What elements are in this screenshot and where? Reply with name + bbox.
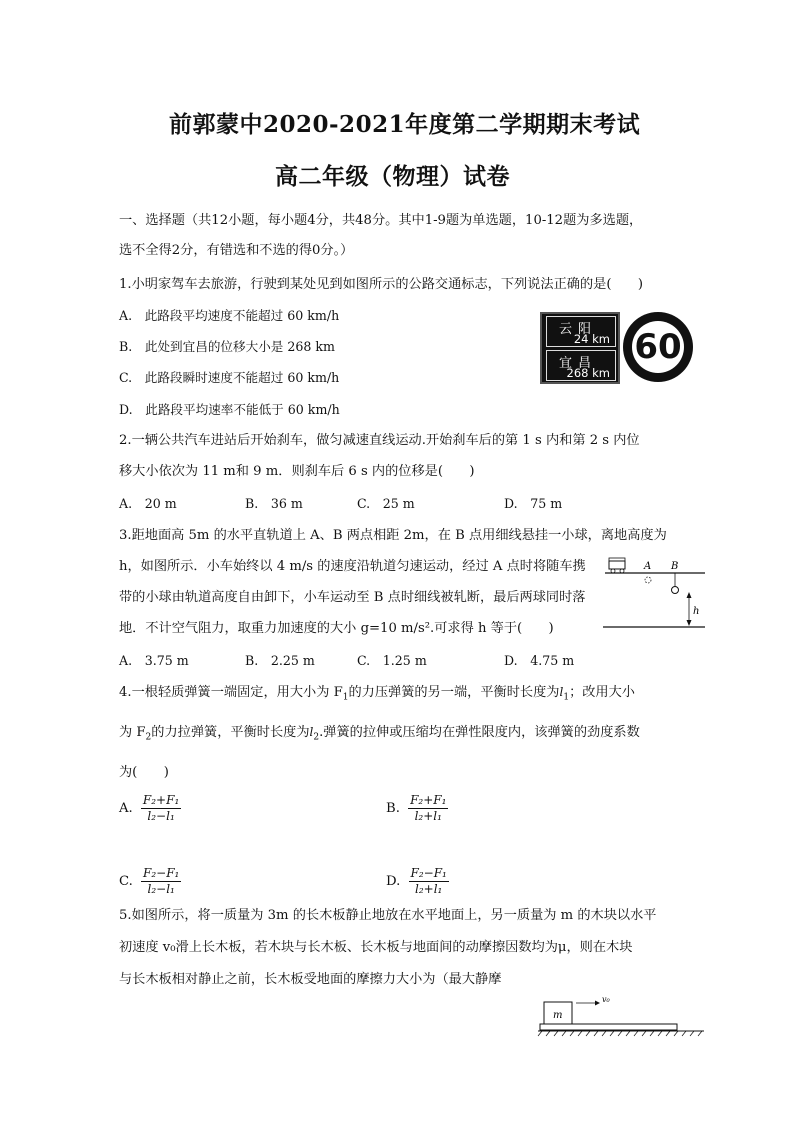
question-1-stem: 1.小明家驾车去旅游，行驶到某处见到如图所示的公路交通标志，下列说法正确的是( ) (119, 277, 643, 292)
q4-opt-d-num: F₂−F₁ (410, 866, 447, 880)
q4-sub-f2: 2 (145, 732, 152, 743)
question-5-stem-3: 与长木板相对静止之前，长木板受地面的摩擦力大小为（最大静摩 (119, 972, 502, 987)
question-1-option-d: D. 此路段平均速率不能低于 60 km/h (119, 402, 340, 417)
question-3-option-d: D. 4.75 m (504, 653, 575, 668)
question-5-stem: 5.如图所示，将一质量为 3m 的长木板静止地放在水平地面上，另一质量为 m 的木块以水平 (119, 908, 657, 923)
height-arrow-top (687, 592, 692, 598)
q4-text-1a: 4.一根轻质弹簧一端固定，用大小为 F (119, 685, 343, 700)
q4-opt-a-label: A. (119, 801, 133, 816)
q4-opt-b-den: l₂+l₁ (414, 809, 442, 823)
question-4-option-a (119, 793, 181, 824)
question-3-stem-2: h，如图所示．小车始终以 4 m/s 的速度沿轨道匀速运动，经过 A 点时将随车携 (119, 559, 586, 574)
block-mass-label: m (553, 1010, 563, 1021)
sign-distance-2: 268 km (566, 366, 610, 380)
q4-opt-d-den: l₂+l₁ (414, 882, 443, 896)
speed-limit-sign (623, 312, 693, 382)
height-arrow-bottom (687, 620, 692, 626)
question-4-option-b (386, 793, 448, 824)
q4-text-1c: ；改用大小 (569, 685, 635, 700)
sign-place-1: 云阳 (559, 322, 598, 337)
q4-opt-b-fraction (408, 793, 448, 824)
q4-text-2b: 的力拉弹簧，平衡时长度为 (151, 725, 310, 740)
question-4-stem-3: 为( ) (119, 765, 169, 780)
q4-opt-d-label: D. (386, 874, 401, 889)
question-2-option-c: C. 25 m (357, 496, 415, 511)
track-figure (600, 552, 710, 634)
section-instructions-cont: 选不全得2分，有错选和不选的得0分。） (119, 243, 354, 258)
q4-l1: l (559, 685, 564, 699)
distance-sign (540, 312, 620, 384)
q4-opt-c-num: F₂−F₁ (143, 866, 180, 880)
question-4-option-d (386, 866, 449, 897)
q4-opt-d-fraction (409, 866, 449, 897)
question-1-option-c: C. 此路段瞬时速度不能超过 60 km/h (119, 370, 340, 385)
label-b: B (671, 561, 679, 572)
long-board (540, 1024, 677, 1030)
question-3-stem: 3.距地面高 5m 的水平直轨道上 A、B 两点相距 2m，在 B 点用细线悬挂一小球，离地高度为 (119, 528, 667, 543)
q4-opt-a-fraction (141, 793, 181, 824)
exam-title: 前郭蒙中2020-2021年度第二学期期末考试 (169, 111, 641, 138)
q4-opt-b-label: B. (386, 801, 400, 816)
q4-sub-l1: 1 (563, 692, 570, 703)
q4-text-2a: 为 F (119, 725, 146, 740)
floor-hatching (538, 1031, 702, 1036)
question-4-stem-2 (119, 723, 640, 747)
label-a: A (644, 561, 652, 572)
q4-opt-b-num: F₂+F₁ (410, 793, 447, 807)
sign-distance-1: 24 km (573, 332, 610, 346)
sign-place-2: 宜昌 (559, 356, 598, 371)
question-3-stem-3: 带的小球由轨道高度自由卸下，小车运动至 B 点时细线被轧断，最后两球同时落 (119, 590, 586, 605)
sign-row-yichang (546, 350, 616, 381)
block-on-board-figure (536, 994, 708, 1038)
label-h: h (693, 606, 700, 617)
exam-subtitle: 高二年级（物理）试卷 (275, 163, 510, 190)
question-3-option-b: B. 2.25 m (245, 653, 315, 668)
question-2-stem-cont: 移大小依次为 11 m和 9 m．则刹车后 6 s 内的位移是( ) (119, 464, 475, 479)
section-instructions: 一、选择题（共12小题，每小题4分，共48分。其中1-9题为单选题，10-12题为多选题， (119, 213, 643, 228)
question-4-stem (119, 683, 635, 707)
q4-l2: l (309, 725, 314, 739)
q4-text-2c: .弹簧的拉伸或压缩均在弹性限度内，该弹簧的劲度系数 (319, 725, 640, 740)
q4-opt-c-fraction (141, 866, 181, 897)
sign-row-yunyang (546, 316, 616, 347)
velocity-arrow-head (595, 1001, 600, 1006)
question-2-option-d: D. 75 m (504, 496, 563, 511)
dropped-ball (645, 577, 651, 583)
question-5-stem-2: 初速度 v₀滑上长木板，若木块与长木板、长木板与地面间的动摩擦因数均为μ，则在木块 (119, 940, 633, 955)
question-3-option-a: A. 3.75 m (119, 653, 189, 668)
q4-opt-c-den: l₂−l₁ (147, 882, 175, 896)
speed-limit-value: 60 (632, 321, 684, 373)
velocity-label: v₀ (602, 995, 610, 1004)
q4-opt-a-den: l₂−l₁ (147, 809, 175, 823)
q4-sub-l2: 2 (313, 732, 320, 743)
cart-icon (609, 558, 625, 573)
question-3-option-c: C. 1.25 m (357, 653, 427, 668)
question-3-stem-4: 地．不计空气阻力，取重力加速度的大小 g=10 m/s².可求得 h 等于( ) (119, 621, 554, 636)
question-2-option-a: A. 20 m (119, 496, 177, 511)
hanging-ball (672, 587, 679, 594)
q4-sub-f1: 1 (342, 692, 349, 703)
question-1-option-a: A. 此路段平均速度不能超过 60 km/h (119, 308, 340, 323)
q4-opt-c-label: C. (119, 874, 133, 889)
question-2-stem: 2.一辆公共汽车进站后开始刹车，做匀减速直线运动.开始刹车后的第 1 s 内和第 2 s 内位 (119, 433, 640, 448)
question-1-option-b: B. 此处到宜昌的位移大小是 268 km (119, 339, 336, 354)
question-2-option-b: B. 36 m (245, 496, 303, 511)
q4-opt-a-num: F₂+F₁ (142, 793, 180, 807)
question-4-option-c (119, 866, 181, 897)
q4-text-1b: 的力压弹簧的另一端，平衡时长度为 (348, 685, 560, 700)
